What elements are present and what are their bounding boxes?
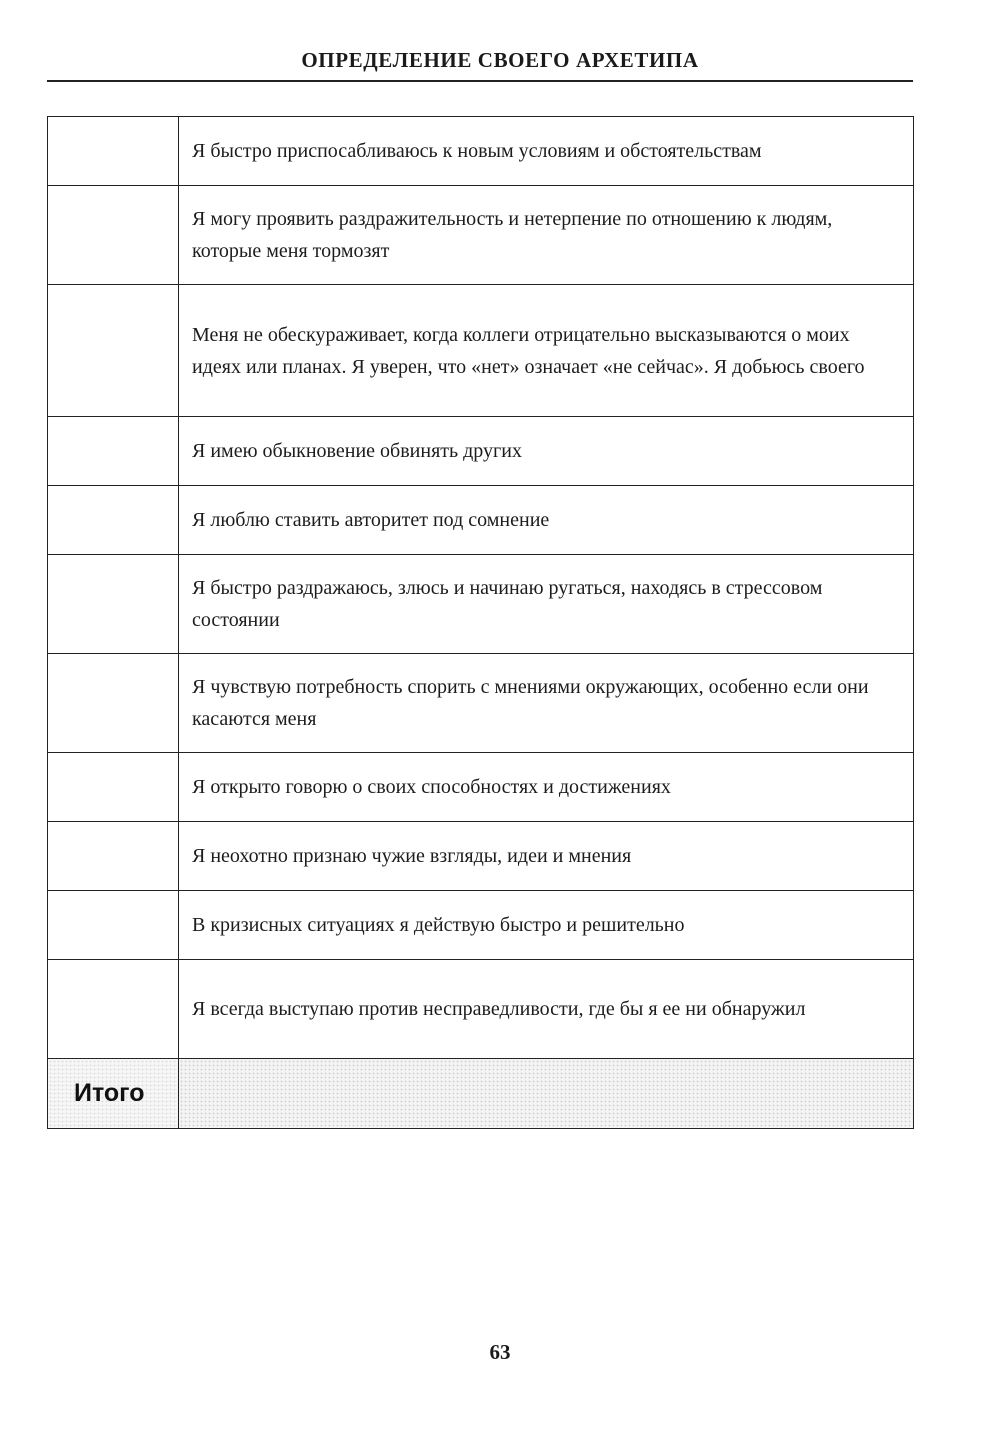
score-cell[interactable] [48, 960, 179, 1059]
statement-text: Я могу проявить раздражительность и нетерпение по отношению к людям, которые меня тормозят [179, 186, 914, 285]
statement-text: Я открыто говорю о своих способностях и достижениях [179, 753, 914, 822]
table-row [48, 285, 914, 417]
statement-text: Я быстро раздражаюсь, злюсь и начинаю ругаться, находясь в стрессовом состоянии [179, 555, 914, 654]
statement-text: Я чувствую потребность спорить с мнениями окружающих, особенно если они касаются меня [179, 654, 914, 753]
total-value-cell[interactable] [179, 1059, 914, 1129]
score-cell[interactable] [48, 822, 179, 891]
table-row [48, 822, 914, 891]
table-row [48, 417, 914, 486]
statement-text: Меня не обескураживает, когда коллеги отрицательно высказываются о моих идеях или планах. Я уверен, что «нет» означает «не сейчас». Я добьюсь своего [179, 285, 914, 417]
statement-text: Я неохотно признаю чужие взгляды, идеи и мнения [179, 822, 914, 891]
statement-text: Я быстро приспосабливаюсь к новым условиям и обстоятельствам [179, 117, 914, 186]
running-head-title: ОПРЕДЕЛЕНИЕ СВОЕГО АРХЕТИПА [301, 48, 699, 72]
score-cell[interactable] [48, 486, 179, 555]
score-cell[interactable] [48, 654, 179, 753]
score-cell[interactable] [48, 186, 179, 285]
score-cell[interactable] [48, 285, 179, 417]
table-row [48, 555, 914, 654]
page-number: 63 [489, 1340, 511, 1364]
statement-text: Я люблю ставить авторитет под сомнение [179, 486, 914, 555]
score-cell[interactable] [48, 417, 179, 486]
table-row [48, 486, 914, 555]
header-rule [47, 80, 913, 82]
score-cell[interactable] [48, 753, 179, 822]
score-cell[interactable] [48, 117, 179, 186]
table-row [48, 891, 914, 960]
statement-text: Я имею обыкновение обвинять других [179, 417, 914, 486]
questionnaire-table [47, 116, 914, 1129]
statement-text: В кризисных ситуациях я действую быстро и решительно [179, 891, 914, 960]
statement-text: Я всегда выступаю против несправедливости, где бы я ее ни обнаружил [179, 960, 914, 1059]
table-row [48, 117, 914, 186]
table-row [48, 753, 914, 822]
total-row [48, 1059, 914, 1129]
total-label: Итого [48, 1059, 179, 1129]
score-cell[interactable] [48, 891, 179, 960]
score-cell[interactable] [48, 555, 179, 654]
table-row [48, 654, 914, 753]
table-row [48, 186, 914, 285]
table-row [48, 960, 914, 1059]
